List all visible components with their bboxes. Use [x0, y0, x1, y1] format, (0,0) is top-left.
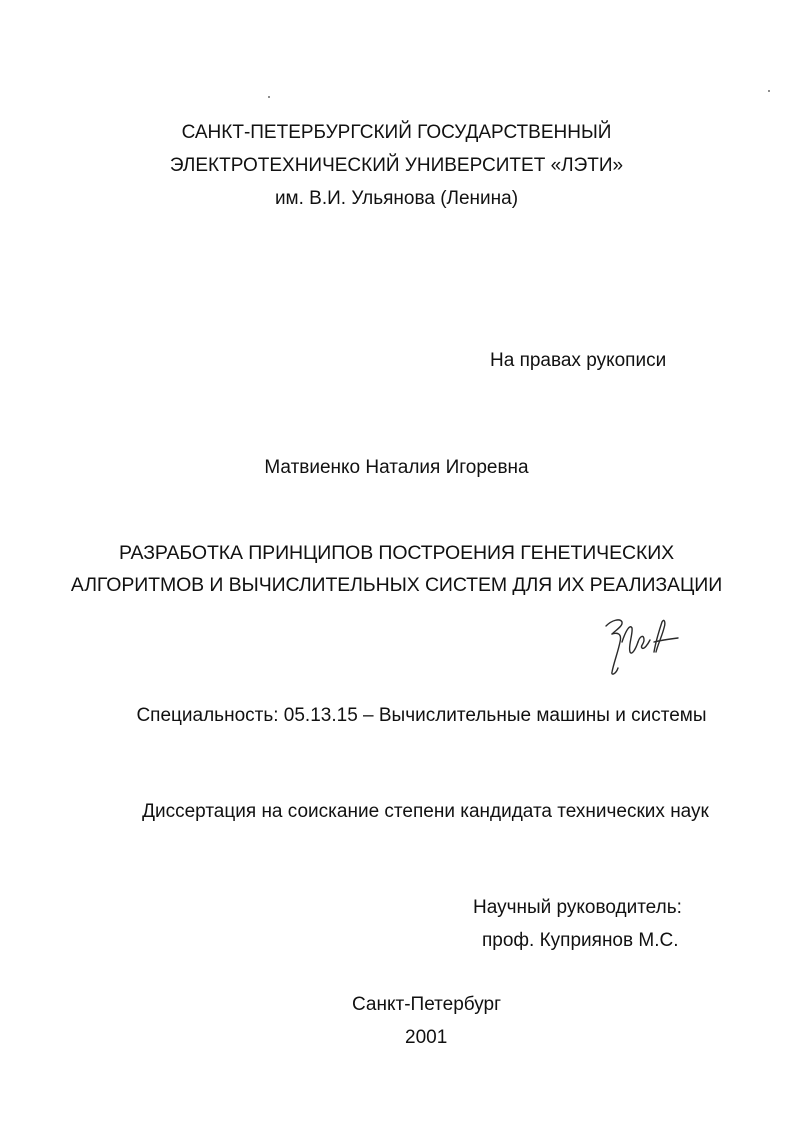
city: Санкт-Петербург	[352, 994, 502, 1015]
year: 2001	[405, 1027, 448, 1048]
advisor-label: Научный руководитель:	[473, 897, 682, 918]
dissertation-title-line-1: РАЗРАБОТКА ПРИНЦИПОВ ПОСТРОЕНИЯ ГЕНЕТИЧЕСКИХ	[118, 542, 675, 564]
handwritten-signature	[598, 612, 682, 678]
scan-speck	[768, 90, 770, 92]
dissertation-title-line-2: АЛГОРИТМОВ И ВЫЧИСЛИТЕЛЬНЫХ СИСТЕМ ДЛЯ ИХ РЕАЛИЗАЦИИ	[70, 574, 723, 596]
specialty-line: Специальность: 05.13.15 – Вычислительные машины и системы	[136, 705, 707, 726]
manuscript-note: На правах рукописи	[490, 350, 667, 371]
scan-speck	[268, 96, 270, 98]
university-name-line-2: ЭЛЕКТРОТЕХНИЧЕСКИЙ УНИВЕРСИТЕТ «ЛЭТИ»	[169, 155, 624, 176]
author-name: Матвиенко Наталия Игоревна	[264, 457, 529, 478]
university-name-line-3: им. В.И. Ульянова (Ленина)	[274, 188, 519, 209]
advisor-name: проф. Куприянов М.С.	[482, 930, 679, 951]
degree-line: Диссертация на соискание степени кандидата технических наук	[142, 801, 709, 822]
university-name-line-1: САНКТ-ПЕТЕРБУРГСКИЙ ГОСУДАРСТВЕННЫЙ	[181, 122, 612, 143]
